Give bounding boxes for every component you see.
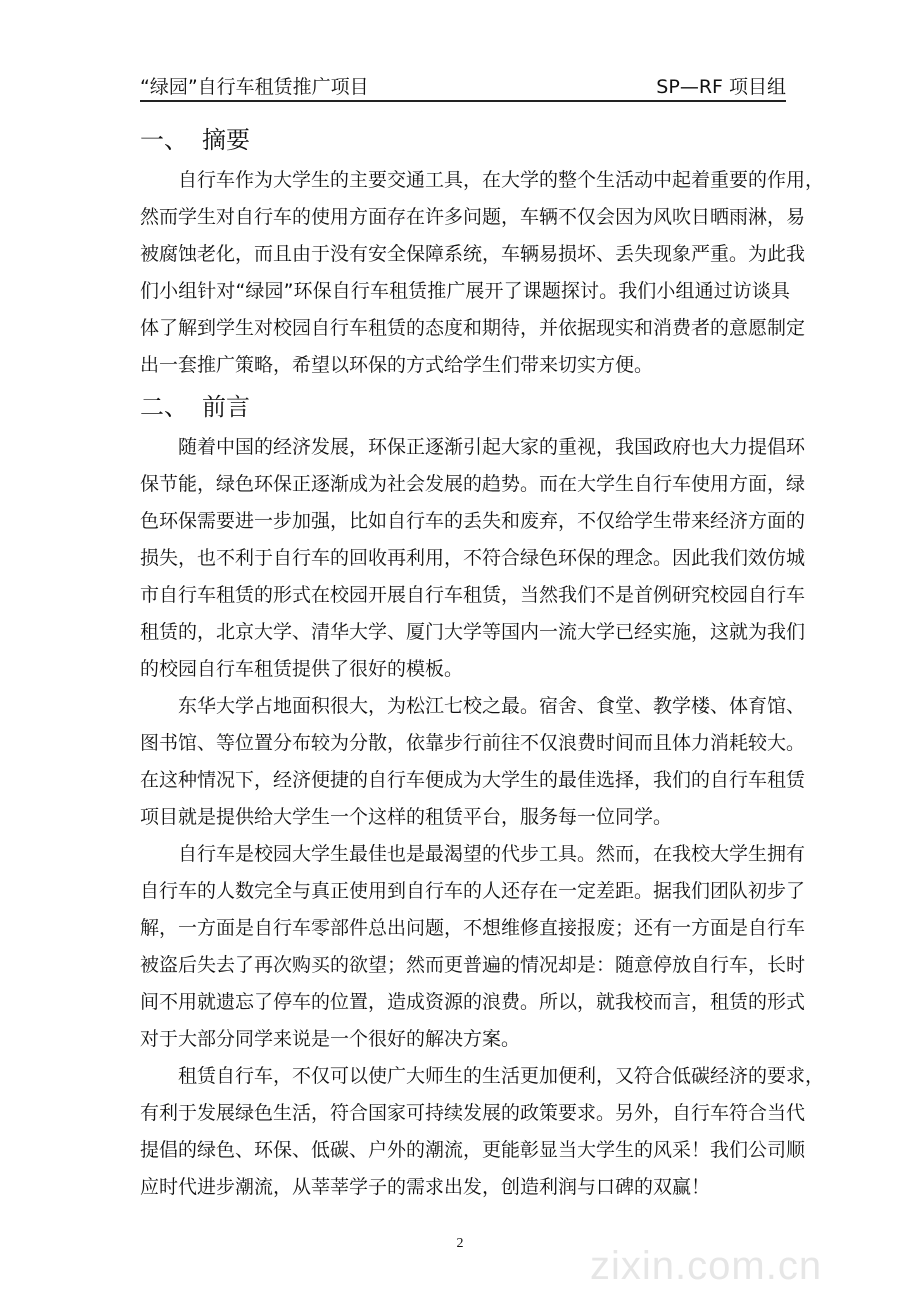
paragraph-line: 有利于发展绿色生活，符合国家可持续发展的政策要求。另外，自行车符合当代 [140, 1102, 806, 1124]
paragraph-line: 被腐蚀老化，而且由于没有安全保障系统，车辆易损坏、丢失现象严重。为此我 [140, 243, 806, 265]
paragraph-line: 的校园自行车租赁提供了很好的模板。 [140, 658, 464, 680]
paragraph-line: 体了解到学生对校园自行车租赁的态度和期待，并依据现实和消费者的意愿制定 [140, 317, 806, 339]
watermark: zixin.com.cn [590, 1244, 823, 1288]
paragraph-line: 间不用就遗忘了停车的位置，造成资源的浪费。所以，就我校而言，租赁的形式 [140, 991, 806, 1013]
paragraph [140, 429, 806, 688]
header-project-title: “绿园”自行车租赁推广项目 [140, 76, 369, 98]
paragraph-line: 解，一方面是自行车零部件总出问题，不想维修直接报废；还有一方面是自行车 [140, 917, 806, 939]
paragraph-line: 自行车的人数完全与真正使用到自行车的人还存在一定差距。据我们团队初步了 [140, 880, 806, 902]
paragraph-line: 租赁的，北京大学、清华大学、厦门大学等国内一流大学已经实施，这就为我们 [140, 621, 806, 643]
paragraph-line: 损失，也不利于自行车的回收再利用，不符合绿色环保的理念。因此我们效仿城 [140, 547, 806, 569]
paragraph-line: 被盗后失去了再次购买的欲望；然而更普遍的情况却是：随意停放自行车，长时 [140, 954, 806, 976]
section-number: 一、 [140, 126, 188, 154]
page-header [140, 70, 786, 102]
paragraph [140, 1058, 825, 1206]
paragraph-line: 出一套推广策略，希望以环保的方式给学生们带来切实方便。 [140, 354, 654, 376]
page-number: 2 [456, 1236, 464, 1251]
paragraph-line: 们小组针对“绿园”环保自行车租赁推广展开了课题探讨。我们小组通过访谈具 [140, 280, 790, 302]
paragraph-line: 图书馆、等位置分布较为分散，依靠步行前往不仅浪费时间而且体力消耗较大。 [140, 732, 806, 754]
paragraph-line: 自行车作为大学生的主要交通工具，在大学的整个生活动中起着重要的作用， [178, 169, 825, 191]
paragraph [140, 162, 825, 384]
paragraph [140, 836, 806, 1058]
paragraph-line: 色环保需要进一步加强，比如自行车的丢失和废弃，不仅给学生带来经济方面的 [140, 510, 806, 532]
section-heading [140, 120, 250, 155]
paragraph-line: 对于大部分同学来说是一个很好的解决方案。 [140, 1028, 521, 1050]
paragraph-line: 保节能，绿色环保正逐渐成为社会发展的趋势。而在大学生自行车使用方面，绿 [140, 473, 806, 495]
paragraph-line: 租赁自行车，不仅可以使广大师生的生活更加便利，又符合低碳经济的要求， [178, 1065, 825, 1087]
header-team-name: SP—RF 项目组 [656, 76, 786, 98]
paragraph-line: 应时代进步潮流，从莘莘学子的需求出发，创造利润与口碑的双赢！ [140, 1176, 711, 1198]
paragraph-line: 项目就是提供给大学生一个这样的租赁平台，服务每一位同学。 [140, 806, 673, 828]
section-title: 前言 [202, 393, 250, 421]
paragraph-line: 然而学生对自行车的使用方面存在许多问题，车辆不仅会因为风吹日晒雨淋，易 [140, 206, 806, 228]
paragraph-line: 提倡的绿色、环保、低碳、户外的潮流，更能彰显当大学生的风采！我们公司顺 [140, 1139, 806, 1161]
paragraph-line: 自行车是校园大学生最佳也是最渴望的代步工具。然而，在我校大学生拥有 [178, 843, 806, 865]
paragraph-line: 在这种情况下，经济便捷的自行车便成为大学生的最佳选择，我们的自行车租赁 [140, 769, 806, 791]
paragraph-line: 市自行车租赁的形式在校园开展自行车租赁，当然我们不是首例研究校园自行车 [140, 584, 806, 606]
paragraph [140, 688, 806, 836]
paragraph-line: 东华大学占地面积很大，为松江七校之最。宿舍、食堂、教学楼、体育馆、 [178, 695, 806, 717]
section-number: 二、 [140, 393, 188, 421]
section-title: 摘要 [202, 126, 250, 154]
section-heading [140, 387, 250, 422]
paragraph-line: 随着中国的经济发展，环保正逐渐引起大家的重视，我国政府也大力提倡环 [178, 436, 806, 458]
